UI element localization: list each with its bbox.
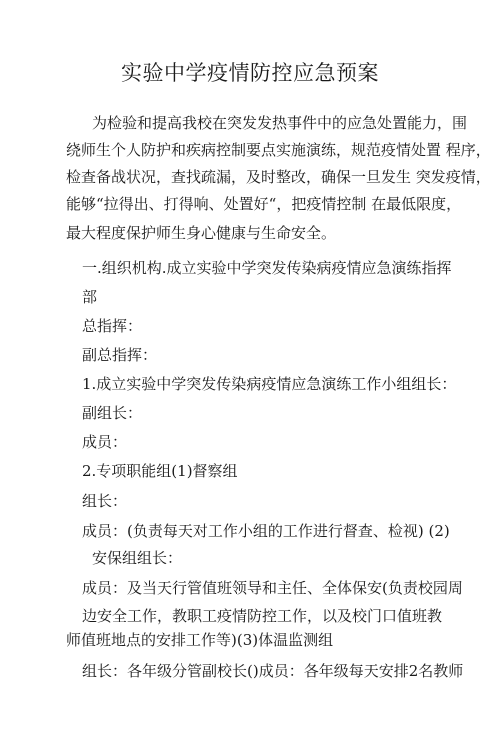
- body-line: 2.专项职能组(1)督察组: [82, 462, 238, 480]
- body-line: 安保组组长：: [92, 549, 183, 567]
- intro-line: 能够“拉得出、打得响、处置好“，把疫情控制 在最低限度，: [66, 195, 462, 213]
- body-line: 成员：及当天行管值班领导和主任、全体保安(负责校园周: [82, 579, 463, 597]
- body-line: 1.成立实验中学突发传染病疫情应急演练工作小组组长：: [82, 375, 457, 393]
- body-line: 成员：(负责每天对工作小组的工作进行督查、检视) (2): [82, 522, 450, 540]
- body-line: 部: [82, 288, 98, 306]
- document-title: 实验中学疫情防控应急预案: [121, 61, 379, 85]
- body-line: 总指挥：: [82, 317, 143, 335]
- intro-line: 检查备战状况，查找疏漏，及时整改，确保一旦发生 突发疫情，: [66, 168, 491, 186]
- body-line: 组长：各年级分管副校长()成员：各年级每天安排2名教师: [82, 662, 464, 680]
- body-line: 边安全工作，教职工疫情防控工作，以及校门口值班教: [82, 607, 443, 625]
- body-line: 组长：: [82, 492, 128, 510]
- body-line: 一.组织机构.成立实验中学突发传染病疫情应急演练指挥: [82, 259, 452, 277]
- intro-line: 为检验和提高我校在突发发热事件中的应急处置能力，围: [92, 114, 468, 132]
- intro-line: 绕师生个人防护和疾病控制要点实施演练，规范疫情处置 程序，: [66, 141, 491, 159]
- body-line: 副总指挥：: [82, 346, 158, 364]
- intro-line: 最大程度保护师生身心健康与生命安全。: [66, 224, 337, 242]
- body-line: 副组长：: [82, 404, 143, 422]
- body-line: 师值班地点的安排工作等)(3)体温监测组: [66, 631, 334, 649]
- body-line: 成员：: [82, 433, 128, 451]
